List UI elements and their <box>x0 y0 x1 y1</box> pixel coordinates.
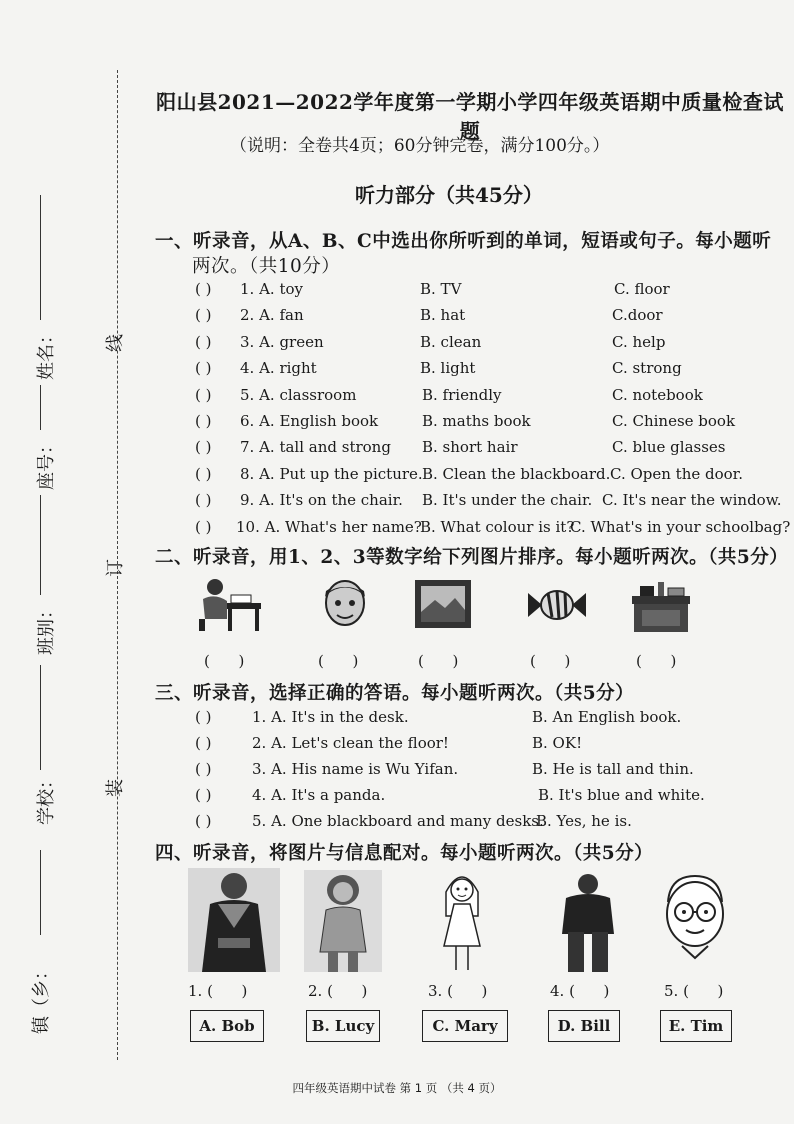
answer-paren[interactable]: ( ) <box>195 708 212 726</box>
section4-answer-4[interactable]: 4. ( ) <box>550 982 610 1000</box>
option-a: 5. A. One blackboard and many desks. <box>252 812 544 830</box>
student-at-desk-picture <box>195 575 265 635</box>
binding-pack-char: 装 <box>105 779 126 797</box>
section4-title: 四、听录音，将图片与信息配对。每小题听两次。（共5分） <box>155 843 654 864</box>
option-a: 3. A. His name is Wu Yifan. <box>252 760 459 778</box>
answer-paren[interactable]: ( ) <box>195 332 212 351</box>
option-c: C. It's near the window. <box>602 491 782 510</box>
option-c: C. Open the door. <box>610 464 743 483</box>
option-a: 5. A. classroom <box>240 385 357 404</box>
section3-title: 三、听录音，选择正确的答语。每小题听两次。（共5分） <box>155 683 635 704</box>
option-a: 3. A. green <box>240 332 324 351</box>
section2-answer-2[interactable]: ( ) <box>318 652 359 670</box>
desk-with-things-picture <box>628 578 694 634</box>
option-b: B. Clean the blackboard. <box>422 464 611 483</box>
option-a: 10. A. What's her name? <box>236 517 422 536</box>
option-a: 4. A. right <box>240 359 317 378</box>
section2-answer-1[interactable]: ( ) <box>204 652 245 670</box>
name-box-mary: C. Mary <box>422 1010 508 1042</box>
option-a: 8. A. Put up the picture. <box>240 464 423 483</box>
person-mary-picture <box>438 866 486 978</box>
section4-answer-3[interactable]: 3. ( ) <box>428 982 488 1000</box>
section4-answer-5[interactable]: 5. ( ) <box>664 982 724 1000</box>
option-c: C. Chinese book <box>612 412 736 430</box>
person-bill-picture <box>556 872 620 972</box>
town-blank[interactable] <box>40 850 41 935</box>
name-box-tim: E. Tim <box>660 1010 732 1042</box>
section2-answer-3[interactable]: ( ) <box>418 652 459 670</box>
name-box-bob: A. Bob <box>190 1010 264 1042</box>
answer-paren[interactable]: ( ) <box>195 412 212 430</box>
seat-label: 座号： <box>36 436 57 490</box>
person-tim-picture <box>660 874 730 970</box>
option-b: B. friendly <box>422 385 502 404</box>
option-c: C. What's in your schoolbag? <box>570 517 791 536</box>
option-a: 1. A. toy <box>240 280 303 298</box>
section2-answer-4[interactable]: ( ) <box>530 652 571 670</box>
answer-paren[interactable]: ( ) <box>195 464 212 483</box>
section1-title: 一、听录音，从A、B、C中选出你所听到的单词，短语或句子。每小题听 <box>155 231 772 252</box>
class-label: 班别： <box>36 601 57 655</box>
option-b: B. An English book. <box>532 708 682 726</box>
option-b: B. It's under the chair. <box>422 491 593 510</box>
framed-picture <box>413 578 473 630</box>
option-b: B. hat <box>420 306 466 325</box>
option-b: B. clean <box>420 332 482 351</box>
seat-blank[interactable] <box>40 385 41 430</box>
option-b: B. OK! <box>532 734 583 752</box>
option-a: 9. A. It's on the chair. <box>240 491 403 510</box>
section2-answer-5[interactable]: ( ) <box>636 652 677 670</box>
name-blank[interactable] <box>40 195 41 320</box>
page-footer: 四年级英语期中试卷 第 1 页 （共 4 页） <box>292 1081 502 1095</box>
option-c: C. strong <box>612 359 682 378</box>
option-c: C. blue glasses <box>612 438 726 457</box>
option-b: B. short hair <box>422 438 518 457</box>
name-box-lucy: B. Lucy <box>306 1010 380 1042</box>
town-label: 镇（乡： <box>31 962 52 1034</box>
answer-paren[interactable]: ( ) <box>195 760 212 778</box>
answer-paren[interactable]: ( ) <box>195 280 212 298</box>
person-bob-picture <box>188 868 280 972</box>
name-box-bill: D. Bill <box>548 1010 620 1042</box>
option-a: 7. A. tall and strong <box>240 438 391 457</box>
listening-part-heading: 听力部分（共45分） <box>355 183 543 207</box>
option-b: B. What colour is it? <box>420 517 575 536</box>
answer-paren[interactable]: ( ) <box>195 734 212 752</box>
option-b: B. light <box>420 359 476 378</box>
option-c: C. help <box>612 332 666 351</box>
option-a: 2. A. Let's clean the floor! <box>252 734 449 752</box>
school-label: 学校： <box>36 771 57 825</box>
option-b: B. TV <box>420 280 462 298</box>
section2-title: 二、听录音，用1、2、3等数字给下列图片排序。每小题听两次。（共5分） <box>155 547 789 568</box>
binding-line-char: 线 <box>105 334 126 352</box>
exam-title: 阳山县2021—2022学年度第一学期小学四年级英语期中质量检查试题 <box>156 90 784 143</box>
answer-paren[interactable]: ( ) <box>195 385 212 404</box>
name-label: 姓名： <box>36 326 57 380</box>
answer-paren[interactable]: ( ) <box>195 812 212 830</box>
answer-paren[interactable]: ( ) <box>195 786 212 804</box>
school-blank[interactable] <box>40 665 41 770</box>
answer-paren[interactable]: ( ) <box>195 438 212 457</box>
section1-title-cont: 两次。（共10分） <box>192 256 341 277</box>
option-a: 2. A. fan <box>240 306 304 325</box>
option-c: C. floor <box>614 280 670 298</box>
section4-answer-1[interactable]: 1. ( ) <box>188 982 248 1000</box>
binding-staple-char: 订 <box>105 559 126 577</box>
answer-paren[interactable]: ( ) <box>195 359 212 378</box>
class-blank[interactable] <box>40 495 41 595</box>
option-a: 6. A. English book <box>240 412 379 430</box>
exam-subtitle: （说明：全卷共4页；60分钟完卷，满分100分。） <box>230 136 610 156</box>
option-a: 4. A. It's a panda. <box>252 786 386 804</box>
boy-face-picture <box>320 575 370 630</box>
option-b: B. He is tall and thin. <box>532 760 694 778</box>
option-a: 1. A. It's in the desk. <box>252 708 409 726</box>
option-c: C.door <box>612 306 663 325</box>
candy-picture <box>526 585 588 625</box>
option-b: B. It's blue and white. <box>538 786 705 804</box>
answer-paren[interactable]: ( ) <box>195 306 212 325</box>
option-b: B. Yes, he is. <box>536 812 632 830</box>
answer-paren[interactable]: ( ) <box>195 491 212 510</box>
person-lucy-picture <box>304 870 382 972</box>
answer-paren[interactable]: ( ) <box>195 517 212 536</box>
section4-answer-2[interactable]: 2. ( ) <box>308 982 368 1000</box>
option-c: C. notebook <box>612 385 703 404</box>
option-b: B. maths book <box>422 412 531 430</box>
